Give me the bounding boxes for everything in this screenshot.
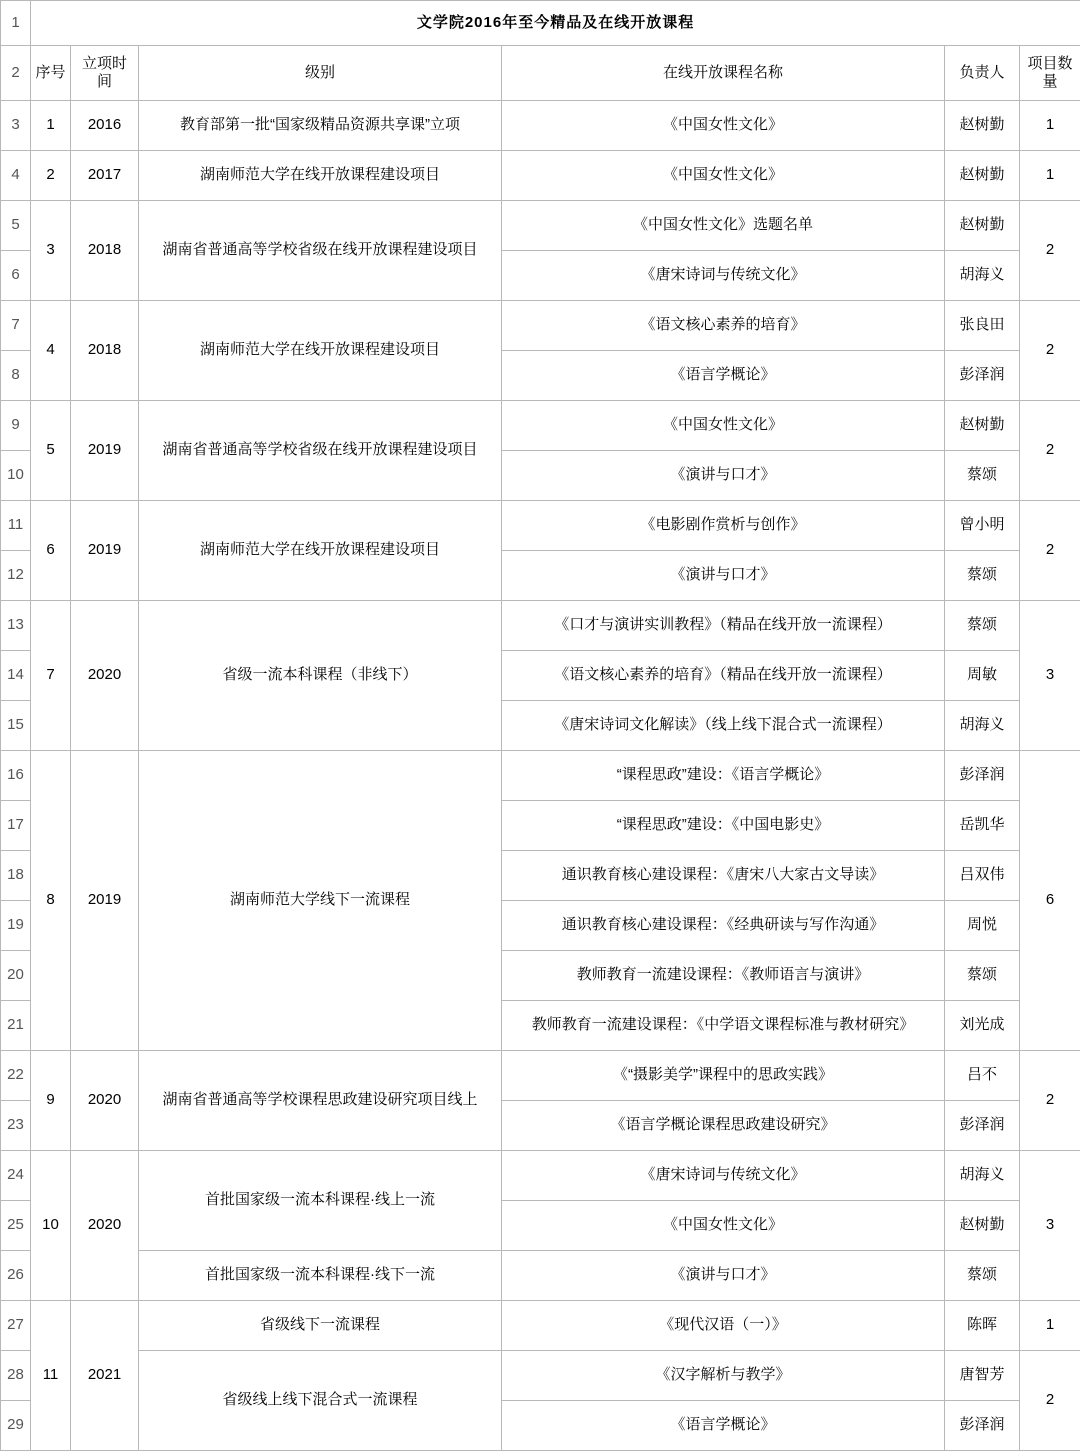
cell-owner: 赵树勤 [945,1201,1020,1251]
cell-course-name: 教师教育一流建设课程：《中学语文课程标准与教材研究》 [502,1001,945,1051]
table-row [1,1301,1080,1351]
cell-seq: 6 [31,501,71,601]
row-number[interactable]: 18 [1,851,31,901]
cell-owner: 蔡颂 [945,951,1020,1001]
cell-seq: 11 [31,1301,71,1451]
row-number[interactable]: 4 [1,151,31,201]
row-number[interactable]: 28 [1,1351,31,1401]
cell-course-name: 通识教育核心建设课程：《唐宋八大家古文导读》 [502,851,945,901]
cell-course-name: 《演讲与口才》 [502,451,945,501]
row-number[interactable]: 7 [1,301,31,351]
cell-seq: 4 [31,301,71,401]
row-number[interactable]: 13 [1,601,31,651]
table-row [1,1151,1080,1201]
cell-owner: 胡海义 [945,251,1020,301]
cell-owner: 吕双伟 [945,851,1020,901]
cell-owner: 张良田 [945,301,1020,351]
cell-count: 2 [1020,501,1080,601]
row-number[interactable]: 26 [1,1251,31,1301]
cell-count: 6 [1020,751,1080,1051]
cell-level: 湖南师范大学在线开放课程建设项目 [139,151,502,201]
table-row [1,1051,1080,1101]
row-number[interactable]: 11 [1,501,31,551]
cell-course-name: 《演讲与口才》 [502,551,945,601]
cell-owner: 曾小明 [945,501,1020,551]
cell-count: 1 [1020,101,1080,151]
cell-course-name: “课程思政”建设：《语言学概论》 [502,751,945,801]
cell-level: 教育部第一批“国家级精品资源共享课”立项 [139,101,502,151]
row-number[interactable]: 3 [1,101,31,151]
cell-seq: 5 [31,401,71,501]
cell-owner: 赵树勤 [945,151,1020,201]
table-row [1,101,1080,151]
cell-course-name: 《语文核心素养的培育》（精品在线开放一流课程） [502,651,945,701]
cell-course-name: 《电影剧作赏析与创作》 [502,501,945,551]
table-row [1,301,1080,351]
cell-course-name: 《唐宋诗词与传统文化》 [502,251,945,301]
cell-count: 2 [1020,201,1080,301]
row-number[interactable]: 10 [1,451,31,501]
row-number[interactable]: 25 [1,1201,31,1251]
cell-course-name: 《汉字解析与教学》 [502,1351,945,1401]
row-number[interactable]: 21 [1,1001,31,1051]
row-number[interactable]: 23 [1,1101,31,1151]
cell-level: 省级线下一流课程 [139,1301,502,1351]
cell-owner: 蔡颂 [945,551,1020,601]
cell-course-name: 《语言学概论》 [502,1401,945,1451]
cell-owner: 彭泽润 [945,751,1020,801]
cell-owner: 唐智芳 [945,1351,1020,1401]
cell-year: 2017 [71,151,139,201]
cell-owner: 彭泽润 [945,1401,1020,1451]
cell-course-name: 《口才与演讲实训教程》（精品在线开放一流课程） [502,601,945,651]
cell-owner: 周敏 [945,651,1020,701]
cell-owner: 岳凯华 [945,801,1020,851]
cell-course-name: 《中国女性文化》 [502,1201,945,1251]
cell-owner: 蔡颂 [945,601,1020,651]
page-title: 文学院2016年至今精品及在线开放课程 [31,1,1080,46]
cell-level: 湖南省普通高等学校课程思政建设研究项目线上 [139,1051,502,1151]
cell-course-name: 《语言学概论》 [502,351,945,401]
cell-year: 2021 [71,1301,139,1451]
cell-course-name: 《现代汉语（一）》 [502,1301,945,1351]
cell-level: 省级一流本科课程（非线下） [139,601,502,751]
cell-level: 首批国家级一流本科课程·线上一流 [139,1151,502,1251]
cell-owner: 赵树勤 [945,201,1020,251]
cell-owner: 彭泽润 [945,351,1020,401]
title-row [1,1,1080,46]
column-header-year [71,46,139,101]
row-number[interactable]: 27 [1,1301,31,1351]
row-number[interactable]: 9 [1,401,31,451]
row-number[interactable]: 29 [1,1401,31,1451]
cell-course-name: 教师教育一流建设课程：《教师语言与演讲》 [502,951,945,1001]
row-number[interactable]: 19 [1,901,31,951]
cell-course-name: 通识教育核心建设课程：《经典研读与写作沟通》 [502,901,945,951]
cell-seq: 10 [31,1151,71,1301]
row-number[interactable]: 16 [1,751,31,801]
cell-course-name: 《唐宋诗词与传统文化》 [502,1151,945,1201]
row-number[interactable]: 17 [1,801,31,851]
column-header-year-line1: 立项时 [74,55,135,73]
column-header-count-line1: 项目数 [1023,55,1077,73]
cell-count: 2 [1020,401,1080,501]
cell-count: 2 [1020,1051,1080,1151]
column-header-owner: 负责人 [945,46,1020,101]
cell-year: 2020 [71,601,139,751]
cell-owner: 胡海义 [945,701,1020,751]
cell-level: 湖南师范大学在线开放课程建设项目 [139,301,502,401]
column-header-seq: 序号 [31,46,71,101]
cell-owner: 蔡颂 [945,451,1020,501]
cell-owner: 刘光成 [945,1001,1020,1051]
row-number[interactable]: 12 [1,551,31,601]
column-header-name: 在线开放课程名称 [502,46,945,101]
cell-seq: 3 [31,201,71,301]
cell-count: 1 [1020,151,1080,201]
cell-owner: 赵树勤 [945,101,1020,151]
cell-course-name: 《语言学概论课程思政建设研究》 [502,1101,945,1151]
cell-seq: 1 [31,101,71,151]
cell-owner: 周悦 [945,901,1020,951]
cell-year: 2016 [71,101,139,151]
cell-owner: 吕不 [945,1051,1020,1101]
table-row [1,601,1080,651]
column-header-year-line2: 间 [74,73,135,91]
cell-year: 2019 [71,501,139,601]
cell-course-name: 《中国女性文化》 [502,151,945,201]
table-row [1,151,1080,201]
row-number[interactable]: 22 [1,1051,31,1101]
table-row [1,501,1080,551]
cell-level: 首批国家级一流本科课程·线下一流 [139,1251,502,1301]
cell-level: 湖南师范大学在线开放课程建设项目 [139,501,502,601]
column-header-count-line2: 量 [1023,73,1077,91]
cell-course-name: “课程思政”建设：《中国电影史》 [502,801,945,851]
cell-count: 1 [1020,1301,1080,1351]
table-row [1,751,1080,801]
cell-seq: 7 [31,601,71,751]
cell-count: 2 [1020,301,1080,401]
row-number[interactable]: 5 [1,201,31,251]
cell-year: 2019 [71,401,139,501]
cell-year: 2018 [71,301,139,401]
cell-count: 3 [1020,601,1080,751]
cell-year: 2020 [71,1151,139,1301]
cell-level: 省级线上线下混合式一流课程 [139,1351,502,1451]
row-number[interactable]: 14 [1,651,31,701]
table-row [1,201,1080,251]
column-header-count [1020,46,1080,101]
cell-seq: 9 [31,1051,71,1151]
cell-owner: 赵树勤 [945,401,1020,451]
row-number[interactable]: 15 [1,701,31,751]
table-row [1,1251,1080,1301]
cell-count: 3 [1020,1151,1080,1301]
cell-owner: 彭泽润 [945,1101,1020,1151]
cell-seq: 8 [31,751,71,1051]
cell-course-name: 《中国女性文化》 [502,401,945,451]
cell-course-name: 《唐宋诗词文化解读》（线上线下混合式一流课程） [502,701,945,751]
cell-owner: 蔡颂 [945,1251,1020,1301]
cell-course-name: 《语文核心素养的培育》 [502,301,945,351]
column-header-level: 级别 [139,46,502,101]
cell-year: 2018 [71,201,139,301]
row-number[interactable]: 1 [1,1,31,46]
cell-course-name: 《演讲与口才》 [502,1251,945,1301]
row-number[interactable]: 6 [1,251,31,301]
cell-year: 2020 [71,1051,139,1151]
header-row [1,46,1080,101]
cell-level: 湖南师范大学线下一流课程 [139,751,502,1051]
row-number[interactable]: 8 [1,351,31,401]
cell-seq: 2 [31,151,71,201]
table-row [1,1351,1080,1401]
cell-year: 2019 [71,751,139,1051]
cell-course-name: 《中国女性文化》 [502,101,945,151]
row-number[interactable]: 24 [1,1151,31,1201]
cell-owner: 陈晖 [945,1301,1020,1351]
cell-count: 2 [1020,1351,1080,1451]
row-number[interactable]: 2 [1,46,31,101]
cell-course-name: 《中国女性文化》选题名单 [502,201,945,251]
cell-course-name: 《“摄影美学”课程中的思政实践》 [502,1051,945,1101]
cell-level: 湖南省普通高等学校省级在线开放课程建设项目 [139,401,502,501]
cell-level: 湖南省普通高等学校省级在线开放课程建设项目 [139,201,502,301]
cell-owner: 胡海义 [945,1151,1020,1201]
row-number[interactable]: 20 [1,951,31,1001]
table-row [1,401,1080,451]
